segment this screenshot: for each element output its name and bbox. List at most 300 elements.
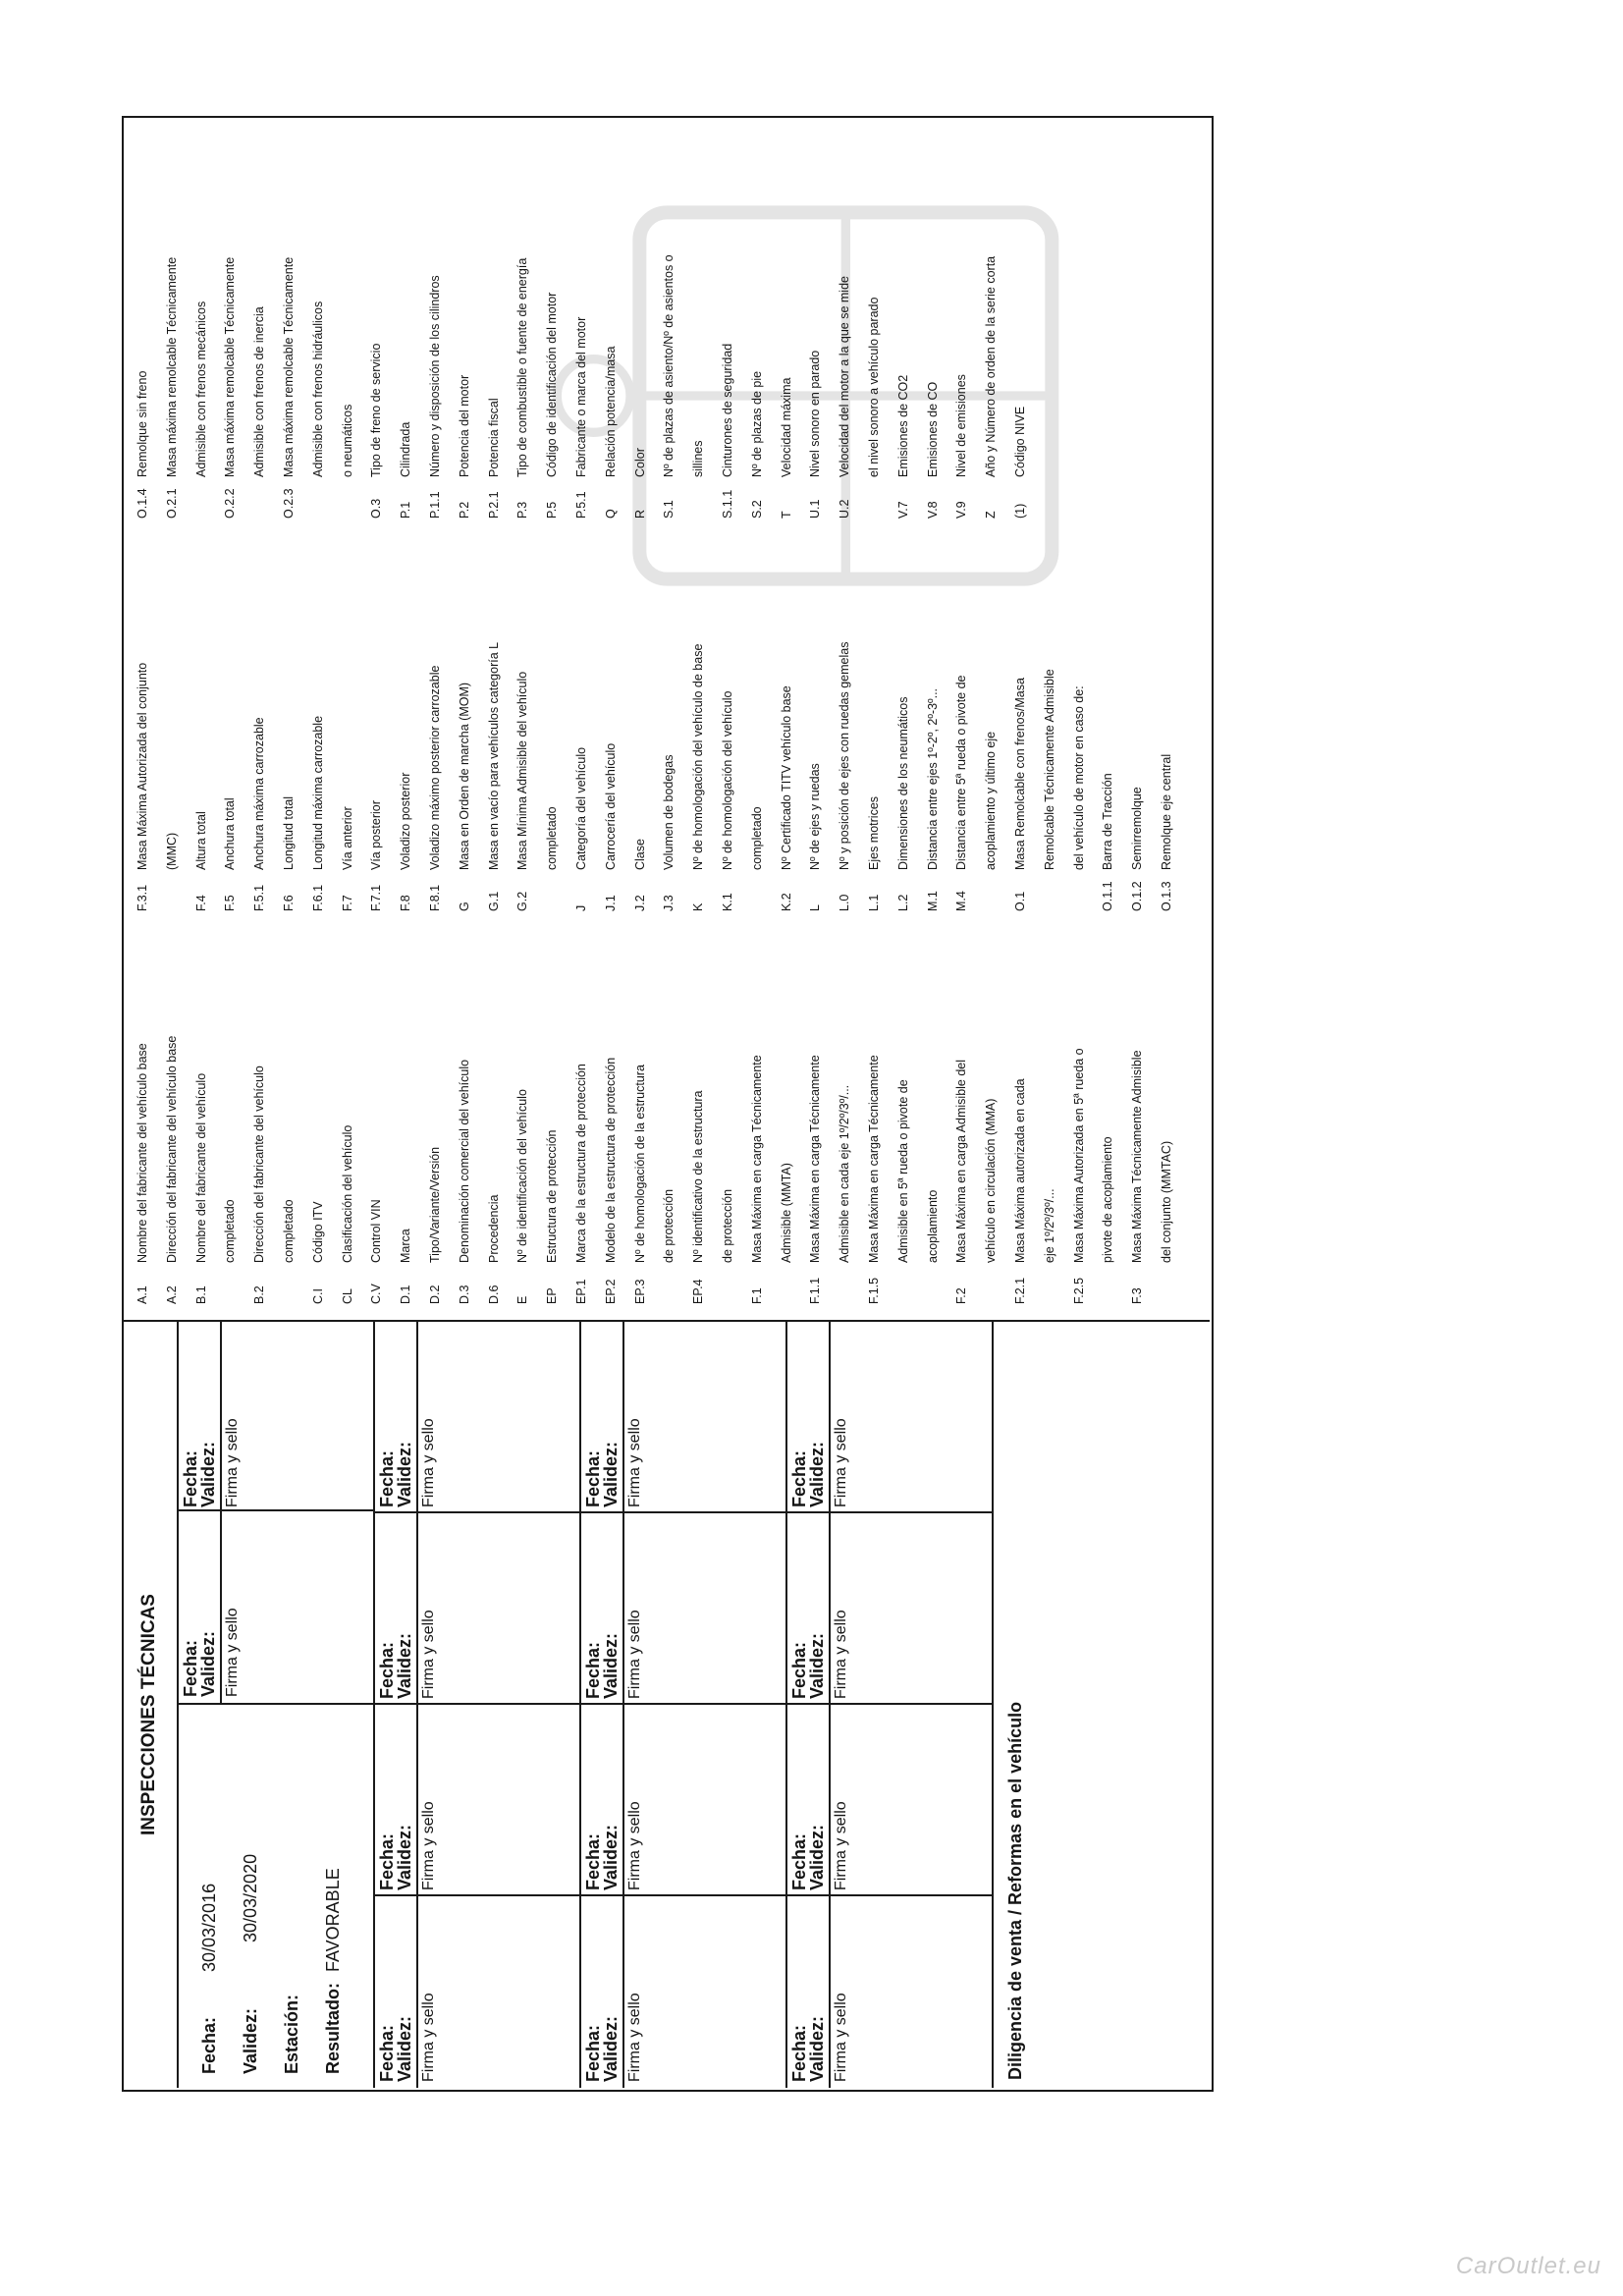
legend-item: [954, 1060, 968, 1304]
legend-item: [1072, 1048, 1086, 1304]
legend-code: L.1: [867, 894, 881, 911]
legend-code: F.2: [954, 1287, 969, 1304]
legend-text: Admisible con frenos hidráulicos: [310, 301, 325, 477]
legend-item: [545, 293, 559, 519]
legend-code: (1): [1013, 503, 1027, 519]
legend-item: [369, 1199, 383, 1304]
legend-item: [750, 1055, 764, 1304]
legend-code: F.5.1: [252, 884, 267, 911]
legend-code: S.1.1: [721, 489, 734, 519]
legend-text: Categoría del vehículo: [574, 746, 588, 870]
legend-item: [282, 1199, 296, 1304]
legend-code: F.4: [193, 895, 208, 911]
legend-code: Q: [603, 509, 618, 519]
legend-code: F.1.5: [867, 1277, 881, 1304]
legend-text: Voladizo posterior: [399, 772, 413, 870]
legend-item: [691, 1091, 705, 1304]
legend-item: [515, 1089, 529, 1304]
legend-text: Masa en vacío para vehículos categoría L: [486, 641, 501, 870]
legend-item: [545, 806, 559, 911]
legend-code: E: [515, 1295, 530, 1304]
legend-item: [458, 375, 471, 519]
legend-item: [135, 371, 149, 519]
legend-text: Nº identificativo de la estructura: [691, 1090, 706, 1263]
legend-code: K.1: [721, 893, 734, 911]
legend-text: Nombre del fabricante del vehículo base: [135, 1043, 149, 1263]
legend-text: Remolque eje central: [1160, 753, 1173, 870]
legend-code: A.1: [135, 1285, 149, 1304]
legend-item: [954, 676, 968, 912]
legend-text: de protección: [662, 1188, 676, 1263]
legend-code: L: [808, 904, 823, 911]
legend-text: Semirremolque: [1130, 787, 1145, 870]
legend-item: [1043, 1188, 1056, 1304]
legend-code: C.I: [310, 1288, 325, 1304]
legend-text: completado: [223, 1199, 238, 1263]
legend-item: [984, 732, 998, 911]
legend-text: Masa en Orden de marcha (MOM): [457, 682, 471, 870]
legend-code: CL: [340, 1288, 354, 1304]
legend-text: Nº de homologación del vehículo: [721, 690, 734, 870]
legend-item: [1043, 669, 1056, 911]
legend-item: [926, 1190, 940, 1304]
legend-text: Color: [632, 448, 647, 477]
legend-item: [1160, 754, 1173, 911]
legend-code: F.6.1: [310, 884, 325, 911]
coat-of-arms-watermark: [548, 165, 1098, 627]
legend-text: Anchura total: [223, 797, 238, 870]
legend-code: D.1: [399, 1285, 413, 1304]
legend-item: [896, 375, 910, 519]
legend-code: D.3: [457, 1285, 471, 1304]
legend-item: [487, 398, 501, 519]
legend-item: [341, 806, 354, 911]
legend-item: [867, 1055, 881, 1304]
legend-code: F.2.1: [1013, 1277, 1027, 1304]
legend-text: Barra de Tracción: [1101, 773, 1115, 870]
legend-code: L.0: [838, 894, 852, 911]
legend-text: Nº de ejes y ruedas: [808, 763, 823, 870]
legend-code: D.6: [486, 1285, 501, 1304]
legend-code: G.2: [515, 891, 530, 911]
legend-text: acoplamiento y último eje: [984, 731, 999, 870]
legend-item: [1072, 685, 1086, 911]
inspection-slot: Fecha: Validez: Firma y sello: [177, 1322, 373, 1513]
legend-item: [662, 254, 676, 519]
legend-text: Masa Máxima Autorizada en 5ª rueda o: [1071, 1048, 1086, 1263]
legend-code: V.8: [925, 501, 940, 519]
legend-text: pivote de acoplamiento: [1101, 1136, 1115, 1263]
legend-code: R: [632, 509, 647, 519]
legend-text: Control VIN: [369, 1199, 384, 1263]
legend-item: [926, 382, 940, 519]
inspection-row: [373, 1322, 581, 2088]
legend-code: O.2.1: [164, 488, 179, 519]
legend-text: Masa Mínima Admisible del vehículo: [515, 671, 530, 870]
legend-code: O.1.4: [135, 488, 149, 519]
legend-text: Distancia entre 5ª rueda o pivote de: [954, 675, 969, 870]
inspection-row: [177, 1322, 375, 2088]
legend-code: O.1.2: [1130, 881, 1145, 911]
legend-item: [282, 796, 296, 911]
legend-code: O.2.3: [282, 488, 296, 519]
legend-item: [604, 347, 618, 519]
legend-item: [780, 685, 793, 911]
inspection-slot: Fecha: Validez: Firma y sello: [785, 1511, 992, 1705]
legend-item: [311, 716, 325, 911]
legend-text: Velocidad del motor a la que se mide: [838, 276, 852, 477]
legend-code: F.2.5: [1071, 1277, 1086, 1304]
legend-item: [574, 747, 588, 911]
legend-code: U.2: [838, 499, 852, 519]
inspection-row: [579, 1322, 787, 2088]
legend-code: G: [457, 902, 471, 911]
legend-text: Nº de plazas de pie: [749, 370, 764, 477]
legend-item: [896, 1079, 910, 1304]
legend-text: Clasificación del vehículo: [340, 1124, 354, 1263]
legend-item: [721, 1189, 734, 1304]
legend-text: Código ITV: [310, 1201, 325, 1263]
legend-text: Nº de identificación del vehículo: [515, 1089, 530, 1263]
legend-text: Masa Máxima en carga Técnicamente: [808, 1055, 823, 1263]
legend-block: [135, 126, 1196, 1304]
legend-item: [428, 275, 442, 519]
legend-text: Admisible en cada eje 1º/2º/3º/...: [838, 1084, 852, 1263]
estacion-label: Estación:: [282, 1994, 301, 2074]
legend-item: [954, 374, 968, 519]
legend-item: [399, 422, 412, 519]
legend-text: Potencia del motor: [457, 374, 471, 477]
legend-text: Masa Máxima autorizada en cada: [1013, 1078, 1027, 1263]
legend-code: A.2: [164, 1285, 179, 1304]
legend-code: F.1.1: [808, 1277, 823, 1304]
legend-code: B.2: [252, 1285, 267, 1304]
legend-text: Admisible con frenos de inercia: [252, 306, 267, 477]
inspection-slot: Fecha: Validez: Firma y sello: [785, 1322, 992, 1513]
legend-item: [808, 763, 822, 911]
legend-text: Remolque sin freno: [135, 370, 149, 477]
legend-text: eje 1º/2º/3º/...: [1042, 1188, 1056, 1263]
legend-text: Código NIVE: [1013, 406, 1027, 477]
legend-code: EP.1: [574, 1279, 588, 1304]
legend-item: [311, 301, 325, 519]
legend-text: Marca de la estructura de protección: [574, 1064, 588, 1263]
legend-item: [984, 1099, 998, 1304]
legend-code: F.8: [399, 895, 413, 911]
legend-text: Longitud máxima carrozable: [310, 715, 325, 870]
legend-text: Voladizo máximo posterior carrozable: [428, 665, 442, 870]
legend-text: Dimensiones de los neumáticos: [895, 696, 910, 870]
legend-item: [1101, 1136, 1114, 1304]
legend-text: Emisiones de CO2: [895, 374, 910, 477]
legend-item: [369, 800, 383, 911]
legend-item: [808, 1055, 822, 1304]
legend-code: O.3: [369, 498, 384, 519]
legend-text: Altura total: [193, 811, 208, 870]
legend-text: Masa Máxima Técnicamente Admisible: [1130, 1050, 1145, 1263]
legend-item: [1130, 787, 1144, 911]
legend-text: Nº Certificado TITV vehículo base: [779, 685, 793, 870]
diligencia-heading: Diligencia de venta / Reformas en el vehículo: [1005, 1701, 1025, 2080]
legend-text: Cilindrada: [399, 421, 413, 477]
inspection-row: [785, 1322, 994, 2088]
legend-text: Estructura de protección: [545, 1129, 560, 1263]
legend-item: [428, 1147, 442, 1304]
legend-code: U.1: [808, 499, 823, 519]
legend-code: F.3.1: [135, 884, 149, 911]
legend-text: Marca: [399, 1229, 413, 1263]
legend-text: Admisible con frenos mecánicos: [193, 301, 208, 477]
legend-item: [458, 1060, 471, 1304]
legend-item: [574, 317, 588, 519]
legend-text: completado: [282, 1199, 296, 1263]
legend-text: Nº de homologación de la estructura: [632, 1065, 647, 1263]
legend-item: [867, 298, 881, 519]
legend-item: [604, 743, 618, 911]
legend-text: Código de identificación del motor: [545, 292, 560, 477]
legend-code: D.2: [428, 1285, 442, 1304]
inspection-slot: Fecha: Validez: Firma y sello: [785, 1894, 992, 2088]
legend-text: Nombre del fabricante del vehículo: [193, 1072, 208, 1263]
legend-item: [341, 405, 354, 519]
legend-code: F.7.1: [369, 884, 384, 911]
legend-text: Nº y posición de ejes con ruedas gemelas: [838, 641, 852, 870]
legend-text: Masa Máxima en carga Técnicamente: [749, 1055, 764, 1263]
inspection-slot: Fecha: Validez: Firma y sello: [373, 1511, 579, 1705]
legend-code: O.1.3: [1160, 881, 1173, 911]
inspection-slot: Fecha: Validez: Firma y sello: [177, 1509, 373, 1705]
legend-item: [399, 773, 412, 911]
legend-text: Dirección del fabricante del vehículo base: [164, 1035, 179, 1263]
legend-text: (MMC): [164, 832, 179, 870]
fecha-label: Fecha:: [199, 2016, 219, 2074]
legend-text: Velocidad máxima: [779, 377, 793, 477]
legend-code: P.1.1: [428, 491, 442, 519]
legend-item: [252, 306, 266, 519]
legend-item: [369, 344, 383, 519]
legend-item: [867, 796, 881, 911]
legend-code: V.7: [895, 501, 910, 519]
legend-item: [896, 697, 910, 911]
inspection-slot: Fecha: Validez: Firma y sello: [373, 1894, 579, 2088]
legend-text: Relación potencia/masa: [603, 346, 618, 477]
legend-code: O.1: [1013, 891, 1027, 911]
legend-code: F.7: [340, 895, 354, 911]
legend-code: EP: [545, 1287, 560, 1304]
legend-text: del conjunto (MMTAC): [1160, 1140, 1173, 1263]
legend-item: [808, 351, 822, 519]
legend-item: [515, 672, 529, 911]
legend-item: [1013, 678, 1027, 911]
legend-text: el nivel sonoro a vehículo parado: [867, 297, 881, 477]
legend-item: [194, 811, 208, 911]
legend-code: O.1.1: [1101, 881, 1115, 911]
legend-text: acoplamiento: [925, 1189, 940, 1263]
legend-item: [838, 1085, 851, 1304]
legend-text: Masa máxima remolcable Técnicamente: [282, 256, 296, 477]
legend-text: Nº de plazas de asiento/Nº de asientos o: [662, 254, 676, 477]
resultado-label: Resultado:: [323, 1982, 343, 2074]
legend-text: Anchura máxima carrozable: [252, 717, 267, 870]
inspecciones-title: INSPECCIONES TÉCNICAS: [122, 1322, 179, 2088]
legend-code: F.8.1: [428, 884, 442, 911]
validez-value: 30/03/2020: [241, 1853, 260, 1942]
legend-item: [780, 378, 793, 519]
legend-item: [135, 663, 149, 911]
first-inspection-record: [177, 1705, 373, 2088]
legend-item: [399, 1229, 412, 1304]
legend-code: F.3: [1130, 1287, 1145, 1304]
legend-item: [721, 344, 734, 519]
legend-item: [515, 258, 529, 519]
legend-item: [311, 1201, 325, 1304]
legend-code: P.1: [399, 501, 413, 519]
legend-item: [194, 1073, 208, 1304]
legend-item: [1101, 773, 1114, 911]
legend-code: F.6: [282, 895, 296, 911]
legend-code: K: [691, 902, 706, 911]
legend-text: Tipo/Variante/Versión: [428, 1146, 442, 1263]
legend-item: [721, 691, 734, 911]
legend-code: C.V: [369, 1284, 384, 1304]
legend-code: J.2: [632, 895, 647, 911]
legend-item: [1160, 1141, 1173, 1304]
legend-item: [838, 642, 851, 911]
legend-text: Tipo de combustible o fuente de energía: [515, 257, 530, 477]
legend-code: M.4: [954, 891, 969, 911]
legend-text: completado: [749, 806, 764, 870]
legend-code: G.1: [486, 891, 501, 911]
legend-text: Fabricante o marca del motor: [574, 316, 588, 477]
legend-code: EP.2: [603, 1279, 618, 1304]
legend-code: S.1: [662, 500, 676, 519]
legend-code: P.2: [457, 501, 471, 519]
legend-text: Masa Máxima Autorizada del conjunto: [135, 662, 149, 870]
validez-label: Validez:: [241, 2007, 260, 2074]
legend-item: [194, 301, 208, 519]
legend-item: [487, 1195, 501, 1305]
legend-item: [691, 440, 705, 519]
legend-text: Carrocería del vehículo: [603, 742, 618, 870]
inspection-slot: Fecha: Validez: Firma y sello: [579, 1894, 785, 2088]
legend-code: J: [574, 904, 588, 911]
legend-item: [926, 688, 940, 911]
legend-text: completado: [545, 806, 560, 870]
legend-text: Potencia fiscal: [486, 398, 501, 477]
legend-text: Admisible en 5ª rueda o pivote de: [895, 1079, 910, 1263]
legend-text: Masa máxima remolcable Técnicamente: [164, 256, 179, 477]
legend-code: J.1: [603, 895, 618, 911]
legend-item: [750, 806, 764, 911]
legend-code: EP.3: [632, 1279, 647, 1304]
legend-text: Vía anterior: [340, 806, 354, 870]
legend-text: Ejes motrices: [867, 795, 881, 870]
legend-code: EP.4: [691, 1279, 706, 1304]
rotated-card: [122, 116, 1210, 2088]
legend-item: [165, 833, 179, 911]
legend-text: Nivel de emisiones: [954, 374, 969, 477]
inspection-slot: Fecha: Validez: Firma y sello: [579, 1511, 785, 1705]
legend-code: J.3: [662, 895, 676, 911]
legend-text: sillines: [691, 440, 706, 477]
legend-text: Denominación comercial del vehículo: [457, 1059, 471, 1263]
legend-text: Admisible (MMTA): [779, 1163, 793, 1263]
legend-item: [691, 644, 705, 911]
legend-text: Cinturones de seguridad: [721, 343, 734, 477]
legend-item: [135, 1043, 149, 1304]
legend-text: Emisiones de CO: [925, 381, 940, 477]
legend-code: Z: [984, 511, 999, 519]
legend-text: Vía posterior: [369, 800, 384, 870]
legend-item: [984, 256, 998, 519]
legend-text: Masa Máxima en carga Admisible del: [954, 1059, 969, 1263]
legend-code: M.1: [925, 891, 940, 911]
legend-text: Masa máxima remolcable Técnicamente: [223, 256, 238, 477]
legend-code: S.2: [749, 500, 764, 519]
legend-text: Masa Remolcable con frenos/Masa: [1013, 678, 1027, 870]
legend-text: Nivel sonoro en parado: [808, 350, 823, 477]
legend-code: T: [779, 511, 793, 519]
legend-item: [252, 717, 266, 911]
legend-text: Dirección del fabricante del vehículo: [252, 1066, 267, 1263]
legend-item: [165, 1036, 179, 1304]
legend-code: F.5: [223, 895, 238, 911]
legend-code: P.2.1: [486, 491, 501, 519]
legend-item: [662, 1189, 676, 1304]
inspecciones-block: [122, 1320, 1210, 2088]
legend-item: [165, 257, 179, 519]
legend-item: [604, 1058, 618, 1304]
legend-item: [223, 1199, 237, 1304]
legend-text: Remolcable Técnicamente Admisible: [1042, 669, 1056, 870]
legend-text: Año y Número de orden de la serie corta: [984, 255, 999, 477]
legend-item: [252, 1066, 266, 1304]
legend-text: Volumen de bodegas: [662, 754, 676, 870]
legend-code: P.5.1: [574, 491, 588, 519]
legend-item: [1130, 1050, 1144, 1304]
legend-code: V.9: [954, 501, 969, 519]
legend-item: [633, 1065, 647, 1304]
legend-code: L.2: [895, 894, 910, 911]
inspection-slot: Fecha: Validez: Firma y sello: [373, 1322, 579, 1513]
legend-text: Nº de homologación del vehículo de base: [691, 643, 706, 870]
legend-text: Distancia entre ejes 1º-2º, 2º-3º...: [925, 687, 940, 870]
legend-item: [633, 448, 647, 519]
legend-item: [838, 276, 851, 519]
legend-code: K.2: [779, 893, 793, 911]
legend-code: B.1: [193, 1285, 208, 1304]
legend-text: del vehículo de motor en caso de:: [1071, 685, 1086, 870]
inspection-slot: Fecha: Validez: Firma y sello: [785, 1703, 992, 1896]
resultado-value: FAVORABLE: [323, 1868, 343, 1972]
legend-text: Tipo de freno de servicio: [369, 343, 384, 477]
legend-text: de protección: [721, 1188, 734, 1263]
legend-item: [282, 257, 296, 519]
legend-item: [750, 371, 764, 519]
legend-text: Masa Máxima en carga Técnicamente: [867, 1055, 881, 1263]
legend-code: O.2.2: [223, 488, 238, 519]
legend-text: Procedencia: [486, 1194, 501, 1263]
inspection-slot: Fecha: Validez: Firma y sello: [579, 1322, 785, 1513]
site-watermark: CarOutlet.eu: [1455, 2253, 1601, 2279]
legend-text: Longitud total: [282, 795, 296, 870]
legend-item: [341, 1125, 354, 1304]
legend-item: [487, 642, 501, 911]
legend-item: [545, 1130, 559, 1305]
legend-item: [428, 666, 442, 911]
legend-code: F.1: [749, 1287, 764, 1304]
legend-item: [223, 797, 237, 911]
